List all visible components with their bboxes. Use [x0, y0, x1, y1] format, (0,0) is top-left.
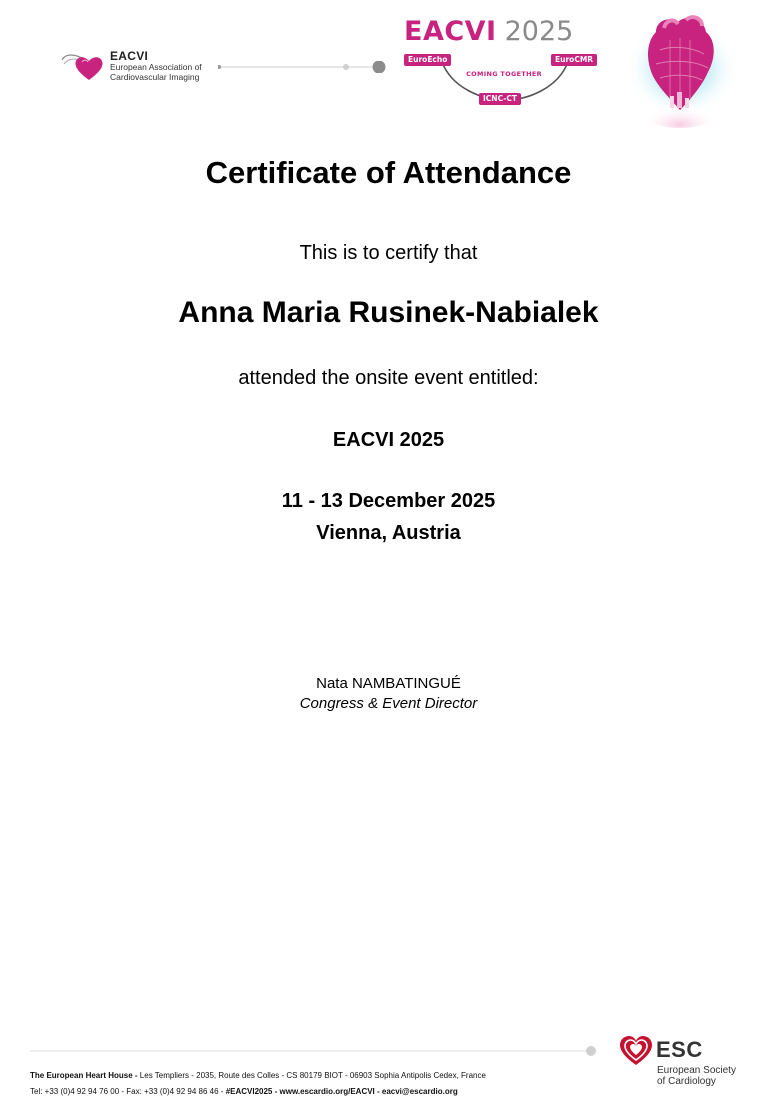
header-decorative-line — [218, 61, 388, 73]
event-logo-brand: EACVI — [404, 16, 497, 47]
footer-org-name: The European Heart House - — [30, 1071, 140, 1080]
esc-full-name — [657, 1065, 757, 1087]
tag-icnc-ct: ICNC-CT — [479, 93, 521, 105]
tag-euroecho: EuroEcho — [404, 54, 451, 66]
esc-heart-icon — [619, 1035, 653, 1072]
event-logo-year: 2025 — [504, 16, 574, 47]
attended-text: attended the onsite event entitled: — [238, 367, 539, 389]
eacvi-full-name — [110, 62, 230, 82]
heart-logo-icon — [60, 50, 106, 87]
footer-web-email: #EACVI2025 - www.escardio.org/EACVI - eacvi@escardio.org — [225, 1087, 458, 1096]
event-dates: 11 - 13 December 2025 — [281, 490, 496, 512]
pink-heart-illustration — [620, 10, 740, 128]
eacvi-name-line1: European Association of — [110, 62, 202, 72]
tag-eurocmr: EuroCMR — [551, 54, 597, 66]
footer-contact-line — [30, 1087, 458, 1096]
event-location: Vienna, Austria — [316, 522, 461, 544]
footer-phone-fax: Tel: +33 (0)4 92 94 76 00 - Fax: +33 (0)4 92 94 86 46 - — [30, 1087, 226, 1096]
esc-name-line2: of Cardiology — [657, 1076, 716, 1087]
eacvi-acronym: EACVI — [110, 49, 149, 63]
event-name: EACVI 2025 — [332, 429, 445, 451]
certify-text: This is to certify that — [299, 242, 478, 264]
signatory-role: Congress & Event Director — [299, 695, 478, 712]
event-logo-title — [404, 16, 573, 47]
esc-acronym: ESC — [656, 1037, 703, 1062]
attendee-name: Anna Maria Rusinek-Nabialek — [178, 296, 599, 329]
esc-name-line1: European Society — [657, 1065, 736, 1076]
event-logo — [402, 16, 608, 108]
footer-address-line — [30, 1071, 486, 1080]
event-logo-tagline: COMING TOGETHER — [466, 70, 542, 78]
footer-address: Les Templiers - 2035, Route des Colles - CS 80179 BIOT - 06903 Sophia Antipolis Cedex, France — [139, 1071, 486, 1080]
eacvi-name-line2: Cardiovascular Imaging — [110, 72, 200, 82]
signatory-name: Nata NAMBATINGUÉ — [316, 675, 461, 692]
certificate-title: Certificate of Attendance — [205, 155, 572, 190]
eacvi-logo — [60, 48, 220, 84]
esc-logo — [619, 1034, 759, 1094]
footer-decorative-line — [30, 1045, 598, 1057]
